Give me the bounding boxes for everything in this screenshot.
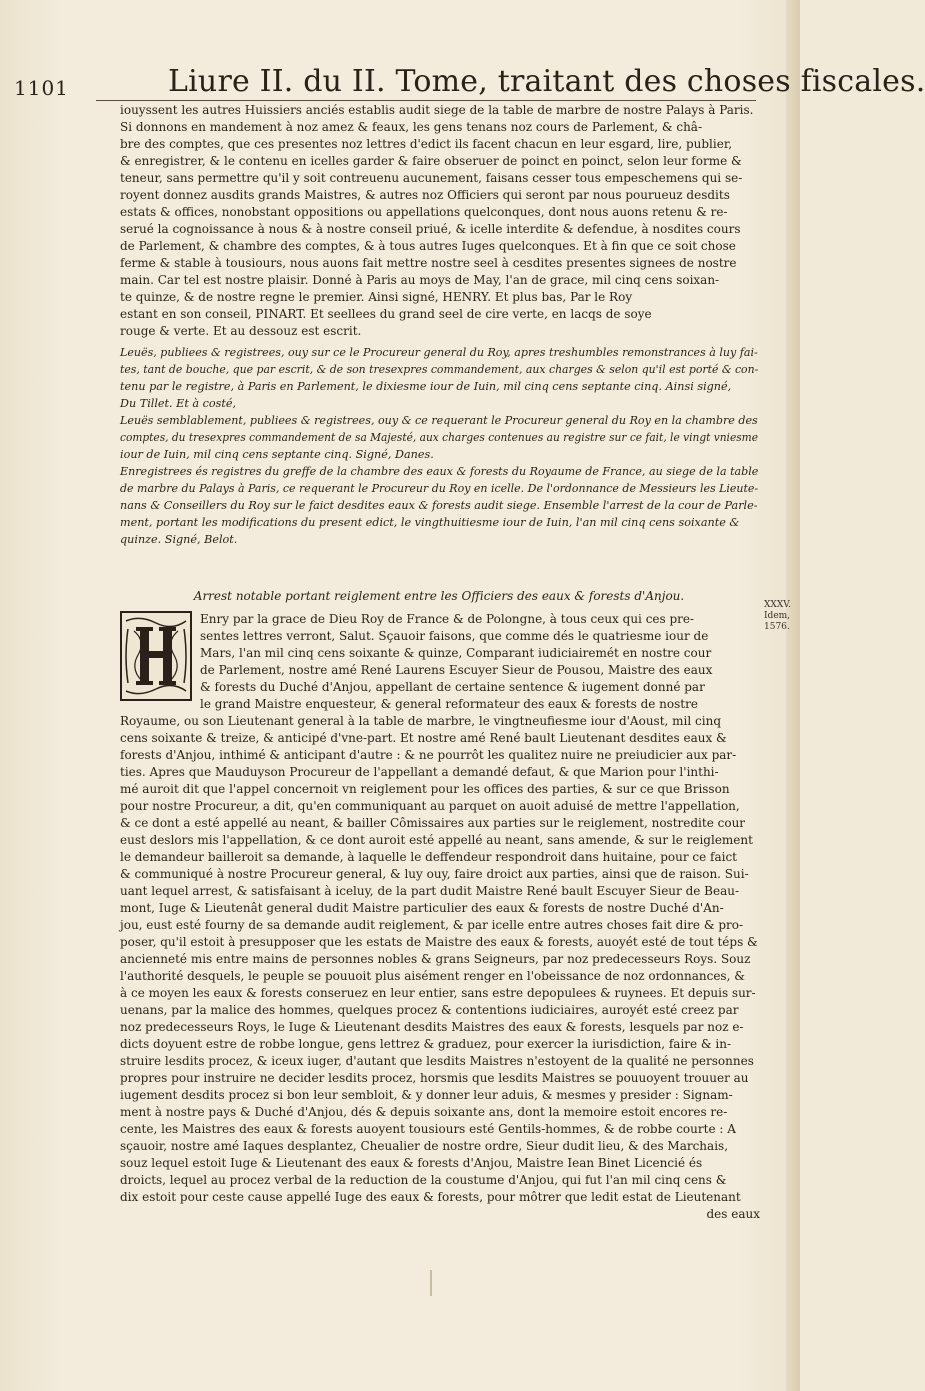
text-line: teneur, sans permettre qu'il y soit contreuenu aucunement, faisans cesser tous empeschemens qui se- <box>120 171 743 185</box>
margin-note-ref: Idem, 1576. <box>764 611 791 632</box>
text-line: tenu par le registre, à Paris en Parlement, le dixiesme iour de Iuin, mil cinq cens septante cinq. Ainsi signé, <box>120 380 732 393</box>
text-line: & forests du Duché d'Anjou, appellant de certaine sentence & iugement donné par <box>200 680 705 694</box>
text-line: uenans, par la malice des hommes, quelques procez & contentions iudiciaires, auroyét esté creez par <box>120 1003 739 1017</box>
text-line: iouyssent les autres Huissiers anciés establis audit siege de la table de marbre de nostre Palays à Paris. <box>120 103 754 117</box>
section-heading: Arrest notable portant reiglement entre les Officiers des eaux & forests d'Anjou. <box>193 589 685 603</box>
text-line: nans & Conseillers du Roy sur le faict desdites eaux & forests audit siege. Ensemble l'arrest de la cour de Parle- <box>120 499 758 512</box>
registration-notes <box>120 344 758 548</box>
text-line: noz predecesseurs Roys, le Iuge & Lieutenant desdits Maistres des eaux & forests, lesquels par noz e- <box>120 1020 744 1034</box>
text-line: Mars, l'an mil cinq cens soixante & quinze, Comparant iudiciairemét en nostre cour <box>200 646 712 660</box>
header-rule <box>96 100 756 101</box>
text-line: struire lesdits procez, & iceux iuger, d'autant que lesdits Maistres n'estoyent de la qualité ne personnes <box>120 1054 754 1068</box>
text-line: dicts doyuent estre de robbe longue, gens lettrez & graduez, pour exercer la iurisdiction, faire & in- <box>120 1037 732 1051</box>
text-line: uant lequel arrest, & satisfaisant à iceluy, de la part dudit Maistre René bault Escuyer Sieur de Beau- <box>120 884 740 898</box>
text-line: & communiqué à nostre Procureur general, & luy ouy, faire droict aux parties, ainsi que de raison. Sui- <box>120 867 749 881</box>
text-line: Leuës, publiees & registrees, ouy sur ce le Procureur general du Roy, apres treshumbles remonstrances à luy fai- <box>120 346 758 359</box>
page-spine <box>786 0 800 1391</box>
text-block-a <box>120 102 758 340</box>
text-line: propres pour instruire ne decider lesdits procez, horsmis que lesdits Maistres se pouuoyent trouuer au <box>120 1071 749 1085</box>
text-line: ment, portant les modifications du present edict, le vingthuitiesme iour de Iuin, l'an mil cinq cens soixante & <box>120 516 740 529</box>
text-line: estant en son conseil, PINART. Et seellees du grand seel de cire verte, en lacqs de soye <box>120 307 652 321</box>
text-line: Royaume, ou son Lieutenant general à la table de marbre, le vingtneufiesme iour d'Aoust, mil cinq <box>120 714 722 728</box>
page-number: 1101 <box>14 76 69 100</box>
text-line: forests d'Anjou, inthimé & anticipant d'autre : & ne pourrôt les qualitez nuire ne preiudicier aux par- <box>120 748 737 762</box>
text-line: sçauoir, nostre amé Iaques desplantez, Cheualier de nostre ordre, Sieur dudit lieu, & des Marchais, <box>120 1139 729 1153</box>
text-line: cens soixante & treize, & anticipé d'vne-part. Et nostre amé René bault Lieutenant desdites eaux & <box>120 731 727 745</box>
text-line: serué la cognoissance à nous & à nostre conseil priué, & icelle interdite & defendue, à nosdites cours <box>120 222 741 236</box>
text-line: Enry par la grace de Dieu Roy de France & de Polongne, à tous ceux qui ces pre- <box>200 612 695 626</box>
text-line: mé auroit dit que l'appel concernoit vn reiglement pour les offices des parties, & sur ce que Brisson <box>120 782 730 796</box>
text-line: quinze. Signé, Belot. <box>120 533 238 546</box>
page-header <box>0 62 925 102</box>
text-line: tes, tant de bouche, que par escrit, & de son tresexpres commandement, aux charges & selon qu'il est porté & con- <box>120 363 759 376</box>
text-line: dix estoit pour ceste cause appellé Iuge des eaux & forests, pour môtrer que ledit estat de Lieutenant <box>120 1190 741 1204</box>
text-line: te quinze, & de nostre regne le premier. Ainsi signé, HENRY. Et plus bas, Par le Roy <box>120 290 633 304</box>
text-line: de marbre du Palays à Paris, ce requerant le Procureur du Roy en icelle. De l'ordonnance de Messieurs les Lieute- <box>120 482 759 495</box>
text-line: eust deslors mis l'appellation, & ce dont auroit esté appellé au neant, sans amende, & sur le reiglement <box>120 833 753 847</box>
text-line: ment à nostre pays & Duché d'Anjou, dés & depuis soixante ans, dont la memoire estoit encores re- <box>120 1105 728 1119</box>
text-line: ancienneté mis entre mains de personnes nobles & grans Seigneurs, par noz predecesseurs Roys. Souz <box>120 952 751 966</box>
text-line: droicts, lequel au procez verbal de la reduction de la coustume d'Anjou, qui fut l'an mil cinq cens & <box>120 1173 727 1187</box>
text-line: & enregistrer, & le contenu en icelles garder & faire obseruer de poinct en poinct, selon leur forme & <box>120 154 742 168</box>
text-line: rouge & verte. Et au dessouz est escrit. <box>120 324 362 338</box>
text-line: comptes, du tresexpres commandement de sa Majesté, aux charges contenues au registre sur ce fait, le vingt vniesme <box>120 431 759 444</box>
text-line: Enregistrees és registres du greffe de la chambre des eaux & forests du Royaume de France, au siege de la table <box>120 465 759 478</box>
arrest-text <box>120 611 760 1223</box>
text-line: pour nostre Procureur, a dit, qu'en communiquant au parquet on auoit aduisé de mettre l'appellation, <box>120 799 740 813</box>
text-line: sentes lettres verront, Salut. Sçauoir faisons, que comme dés le quatriesme iour de <box>200 629 709 643</box>
text-line: l'authorité desquels, le peuple se pouuoit plus aisément renger en l'obeissance de noz ordonnances, & <box>120 969 745 983</box>
text-line: Si donnons en mandement à noz amez & feaux, les gens tenans noz cours de Parlement, & châ- <box>120 120 702 134</box>
text-line: mont, Iuge & Lieutenât general dudit Maistre particulier des eaux & forests de nostre Duché d'An- <box>120 901 724 915</box>
text-line: poser, qu'il estoit à presupposer que les estats de Maistre des eaux & forests, auoyét esté de tout téps & <box>120 935 758 949</box>
text-line: estats & offices, nonobstant oppositions ou appellations quelconques, dont nous auons retenu & re- <box>120 205 728 219</box>
text-line: main. Car tel est nostre plaisir. Donné à Paris au moys de May, l'an de grace, mil cinq cens soixan- <box>120 273 720 287</box>
margin-note-number: XXXV. <box>764 600 792 610</box>
text-line: à ce moyen les eaux & forests conseruez en leur entier, sans estre depopulees & ruynees. Et depuis sur- <box>120 986 756 1000</box>
text-line: cente, les Maistres des eaux & forests auoyent tousiours esté Gentils-hommes, & de robbe courte : A <box>120 1122 736 1136</box>
text-line: ferme & stable à tousiours, nous auons fait mettre nostre seel à cesdites presentes signees de nostre <box>120 256 737 270</box>
running-title: Liure II. du II. Tome, traitant des choses fiscales. <box>168 64 925 99</box>
text-line: royent donnez ausdits grands Maistres, & autres noz Officiers qui seront par nous pourueuz desdits <box>120 188 730 202</box>
text-line: le demandeur bailleroit sa demande, à laquelle le deffendeur respondroit dans huitaine, pour ce faict <box>120 850 738 864</box>
text-line: bre des comptes, que ces presentes noz lettres d'edict ils facent chacun en leur esgard, lire, publier, <box>120 137 733 151</box>
text-line: Du Tillet. Et à costé, <box>120 397 237 410</box>
text-line: & ce dont a esté appellé au neant, & bailler Cômissaires aux parties sur le reiglement, nostredite cour <box>120 816 746 830</box>
text-line: souz lequel estoit Iuge & Lieutenant des eaux & forests d'Anjou, Maistre Iean Binet Licencié és <box>120 1156 703 1170</box>
text-line: de Parlement, & chambre des comptes, & à tous autres Iuges quelconques. Et à fin que ce soit chose <box>120 239 736 253</box>
margin-note <box>764 600 796 633</box>
text-line: ties. Apres que Mauduyson Procureur de l'appellant a demandé defaut, & que Marion pour l'inthi- <box>120 765 719 779</box>
text-line: le grand Maistre enquesteur, & general reformateur des eaux & forests de nostre <box>200 697 698 711</box>
text-line: iour de Iuin, mil cinq cens septante cinq. Signé, Danes. <box>120 448 434 461</box>
text-line: jou, eust esté fourny de sa demande audit reiglement, & par icelle entre autres choses fait dire & pro- <box>120 918 744 932</box>
text-line: Leuës semblablement, publiees & registrees, ouy & ce requerant le Procureur general du Roy en la chambre des <box>120 414 758 427</box>
paper-mark <box>430 1270 432 1296</box>
text-line: de Parlement, nostre amé René Laurens Escuyer Sieur de Pousou, Maistre des eaux <box>200 663 713 677</box>
text-line: iugement desdits procez si bon leur sembloit, & y donner leur aduis, & mesmes y presider : Signam- <box>120 1088 733 1102</box>
catchword: des eaux <box>706 1207 760 1221</box>
